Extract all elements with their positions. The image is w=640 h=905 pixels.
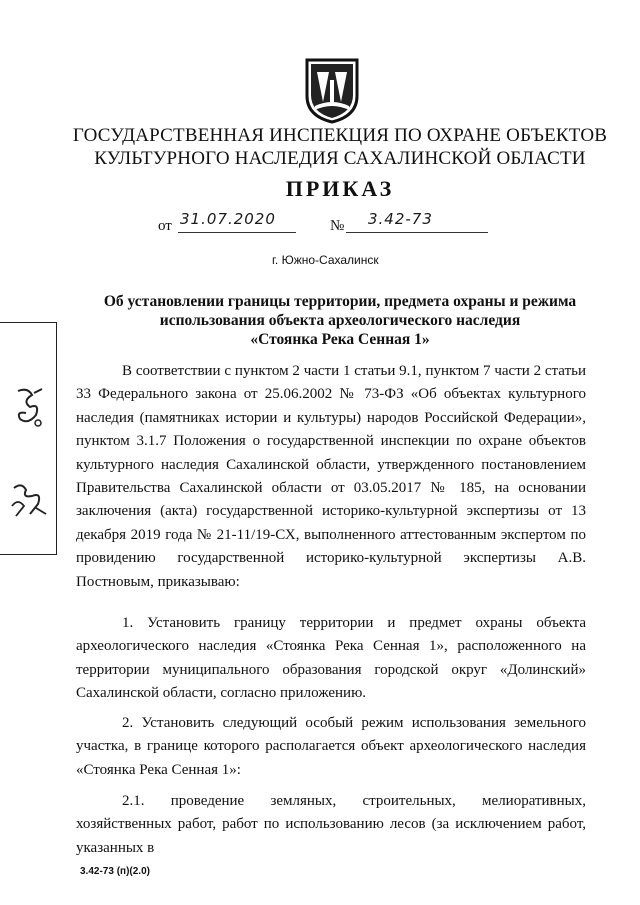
handwritten-signature-icon [8, 478, 52, 522]
date-label: от [158, 218, 172, 234]
footer-code: 3.42-73 (п)(2.0) [80, 866, 150, 877]
paragraph-item-2-1: 2.1. проведение земляных, строительных, мелиоративных, хозяйственных работ, работ по использованию лесов (за исключением работ, указанных в [76, 793, 586, 856]
paragraph-item-2: 2. Установить следующий особый режим использования земельного участка, в границе которого располагается объект археологического наследия «Стоянка Река Сенная 1»: [76, 715, 586, 778]
organization-name [40, 124, 640, 170]
subject-line-3: «Стоянка Река Сенная 1» [250, 331, 430, 348]
handwritten-initials-icon [10, 385, 50, 433]
document-type: ПРИКАЗ [285, 176, 395, 201]
city: г. Южно-Сахалинск [272, 253, 379, 267]
date-underline [178, 232, 296, 233]
paragraph-preamble: В соответствии с пунктом 2 части 1 статьи 9.1, пунктом 7 части 2 статьи 33 Федерального закона от 25.06.2002 № 73-ФЗ «Об объектах культурного наследия (памятниках истории и культуры) народов Российской Федерации», пунктом 3.1.7 Положения о государственной инспекции по охране объектов культурного наследия Сахалинской области, утвержденного постановлением Правительства Сахалинской области от 03.05.2017 № 185, на основании заключения (акта) государственной историко-культурной экспертизы от 13 декабря 2019 года № 21-11/19-СХ, выполненного аттестованным экспертом по провидению государственной историко-культурной экспертизы А.В. Постновым, приказываю: [76, 363, 586, 590]
org-line-2: КУЛЬТУРНОГО НАСЛЕДИЯ САХАЛИНСКОЙ ОБЛАСТИ [94, 148, 586, 169]
sakhalin-coat-of-arms-icon [303, 58, 361, 124]
number-value: 3.42-73 [368, 210, 433, 228]
number-label: № [330, 218, 345, 234]
date-value: 31.07.2020 [180, 210, 276, 228]
subject-line-1: Об установлении границы территории, предмета охраны и режима [103, 293, 577, 310]
document-subject [60, 292, 620, 349]
org-line-1: ГОСУДАРСТВЕННАЯ ИНСПЕКЦИЯ ПО ОХРАНЕ ОБЪЕКТОВ [72, 125, 608, 146]
paragraph-item-1: 1. Установить границу территории и предмет охраны объекта археологического наследия «Стоянка Река Сенная 1», расположенного на территории муниципального образования городской округ «Долинский» Сахалинской области, согласно приложению. [76, 615, 586, 702]
subject-line-2: использования объекта археологического наследия [159, 312, 521, 329]
number-underline [346, 232, 488, 233]
